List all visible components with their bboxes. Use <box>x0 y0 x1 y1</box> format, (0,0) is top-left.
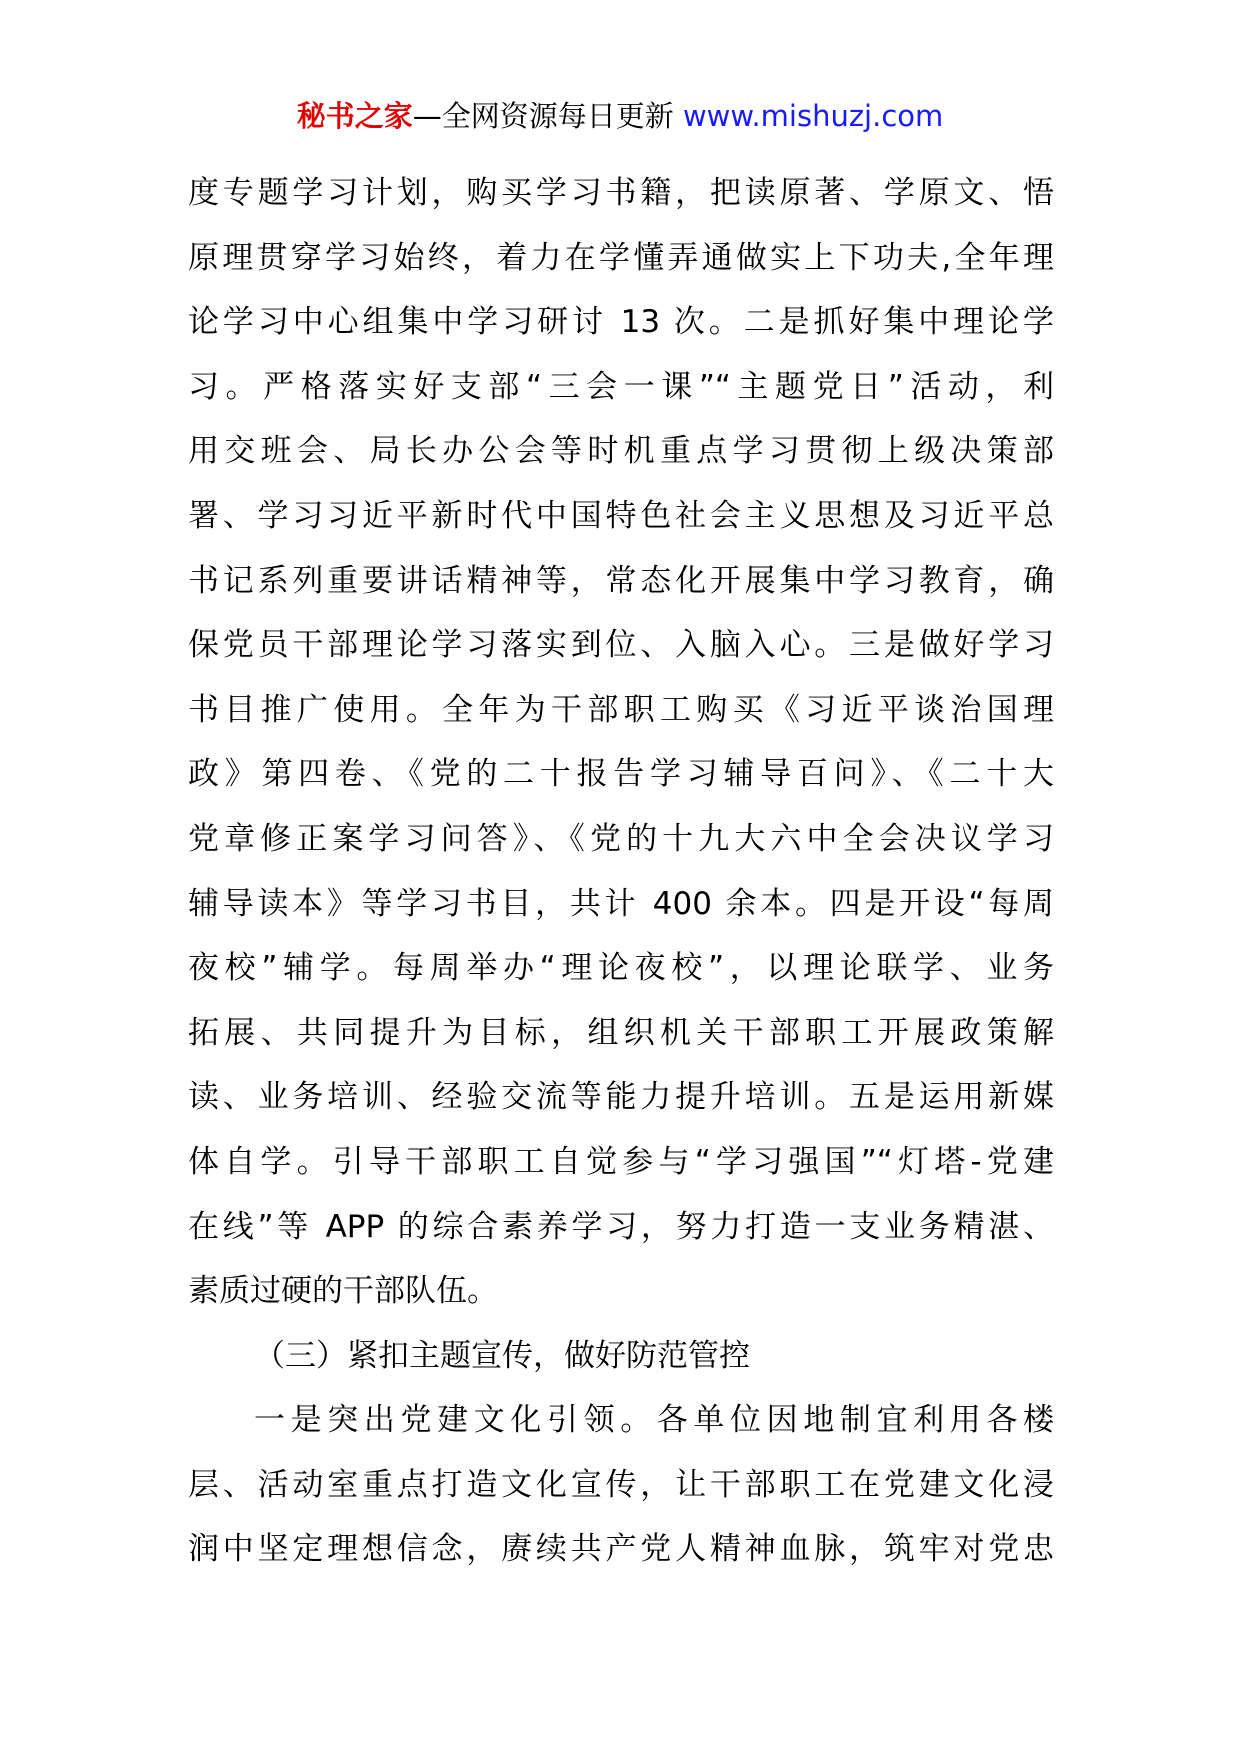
paragraph-line: 论学习中心组集中学习研讨 13 次。二是抓好集中理论学 <box>188 304 1054 341</box>
paragraph-line: 体自学。引导干部职工自觉参与“学习强国”“灯塔-党建 <box>188 1143 1054 1180</box>
site-brand: 秘书之家 <box>296 99 413 133</box>
paragraph-line: 辅导读本》等学习书目，共计 400 余本。四是开设“每周 <box>188 885 1054 922</box>
site-tagline: —全网资源每日更新 <box>412 99 674 133</box>
paragraph-line: 政》第四卷、《党的二十报告学习辅导百问》、《二十大 <box>188 756 1054 793</box>
paragraph-line: 层、活动室重点打造文化宣传，让干部职工在党建文化浸 <box>188 1466 1054 1503</box>
paragraph-line: 原理贯穿学习始终，着力在学懂弄通做实上下功夫,全年理 <box>188 239 1054 276</box>
paragraph-line: 度专题学习计划，购买学习书籍，把读原著、学原文、悟 <box>188 175 1054 211</box>
paragraph-line: 在线”等 APP 的综合素养学习，努力打造一支业务精湛、 <box>188 1208 1054 1245</box>
paragraph-line: 润中坚定理想信念，赓续共产党人精神血脉，筑牢对党忠 <box>188 1531 1054 1568</box>
paragraph-line: 一是突出党建文化引领。各单位因地制宜利用各楼 <box>254 1402 1054 1439</box>
site-watermark-header <box>0 96 1240 136</box>
paragraph-line: 党章修正案学习问答》、《党的十九大六中全会决议学习 <box>188 820 1054 857</box>
paragraph-line: 书记系列重要讲话精神等，常态化开展集中学习教育，确 <box>188 562 1054 599</box>
paragraph-line: 夜校”辅学。每周举办“理论夜校”，以理论联学、业务 <box>188 950 1054 987</box>
document-body <box>188 161 1054 1582</box>
paragraph-line: 书目推广使用。全年为干部职工购买《习近平谈治国理 <box>188 691 1054 728</box>
site-url-link[interactable]: www.mishuzj.com <box>682 99 944 133</box>
section-heading: （三）紧扣主题宣传，做好防范管控 <box>254 1337 750 1374</box>
paragraph-line: 用交班会、局长办公会等时机重点学习贯彻上级决策部 <box>188 433 1054 470</box>
paragraph-line: 习。严格落实好支部“三会一课”“主题党日”活动，利 <box>188 368 1054 405</box>
paragraph-line: 署、学习习近平新时代中国特色社会主义思想及习近平总 <box>188 497 1054 534</box>
paragraph-line: 素质过硬的干部队伍。 <box>188 1273 498 1310</box>
paragraph-line: 读、业务培训、经验交流等能力提升培训。五是运用新媒 <box>188 1079 1054 1116</box>
paragraph-line: 拓展、共同提升为目标，组织机关干部职工开展政策解 <box>188 1014 1054 1051</box>
paragraph-line: 保党员干部理论学习落实到位、入脑入心。三是做好学习 <box>188 627 1054 664</box>
